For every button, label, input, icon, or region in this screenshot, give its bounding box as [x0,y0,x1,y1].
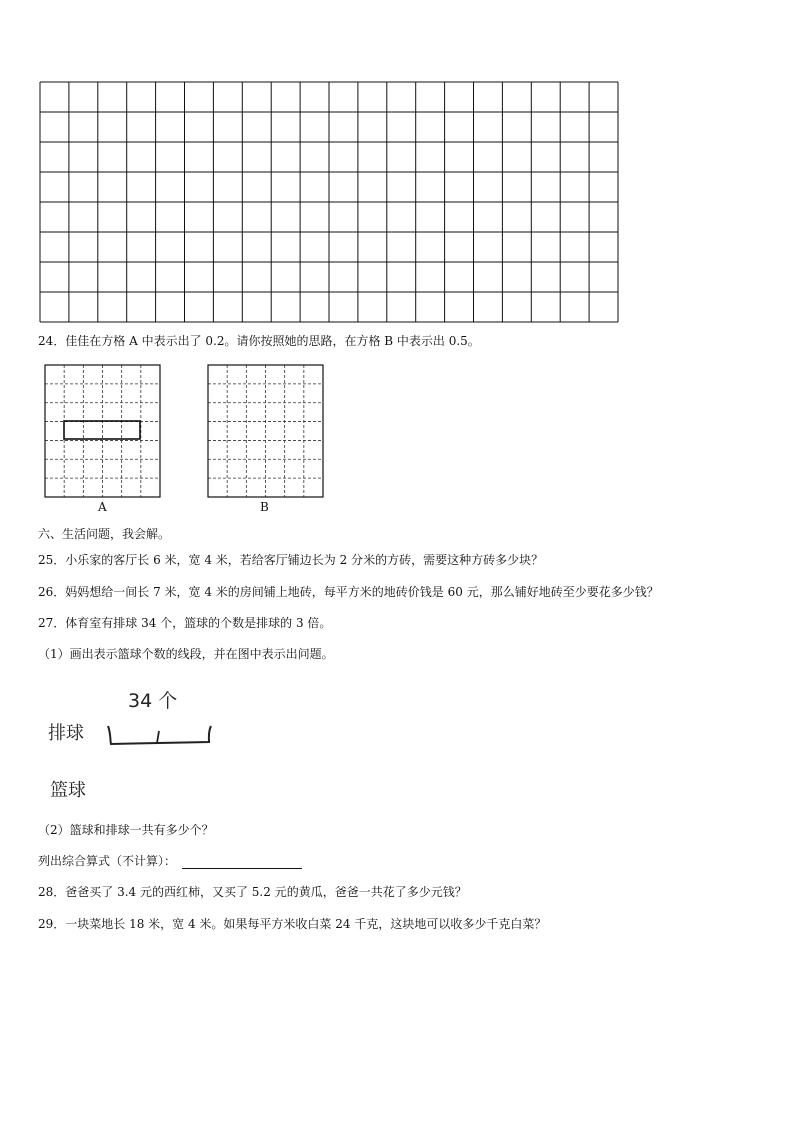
question-25: 25．小乐家的客厅长 6 米，宽 4 米，若给客厅铺边长为 2 分米的方砖，需要这种方砖多少块？ [38,553,544,567]
volleyball-brace [105,718,215,748]
answer-grid [39,81,619,323]
question-24: 24．佳佳在方格 A 中表示出了 0.2。请你按照她的思路，在方格 B 中表示出 0.5。 [38,334,480,348]
section-6-heading: 六、生活问题，我会解。 [38,527,171,541]
question-29: 29．一块菜地长 18 米，宽 4 米。如果每平方米收白菜 24 千克，这块地可以收多少千克白菜？ [38,917,547,931]
grid-b [207,364,325,499]
question-27-part-1: （1）画出表示篮球个数的线段，并在图中表示出问题。 [38,647,334,661]
grid-b-label: B [260,500,269,514]
formula-prompt-text: 列出综合算式（不计算）： [38,854,177,868]
grid-a-dashed-lines [45,365,160,497]
formula-answer-blank[interactable] [182,855,302,869]
question-26: 26．妈妈想给一间长 7 米，宽 4 米的房间铺上地砖，每平方米的地砖价钱是 60 元，那么铺好地砖至少要花多少钱？ [38,585,659,599]
question-27-part-2: （2）篮球和排球一共有多少个？ [38,823,214,837]
brace-path [108,726,211,744]
grid-a [44,364,162,499]
question-27: 27．体育室有排球 34 个，篮球的个数是排球的 3 倍。 [38,616,332,630]
diagram-count-label: 34 个 [128,690,178,712]
diagram-basketball-label: 篮球 [50,780,86,801]
grid-b-dashed-lines [208,365,323,497]
grid-a-shaded-region [64,421,140,439]
grid-a-label: A [98,500,107,514]
brace-center-tick [157,731,159,743]
question-28: 28．爸爸买了 3.4 元的西红柿，又买了 5.2 元的黄瓜，爸爸一共花了多少元钱？ [38,885,467,899]
formula-prompt [38,853,302,869]
diagram-volleyball-label: 排球 [48,723,84,744]
